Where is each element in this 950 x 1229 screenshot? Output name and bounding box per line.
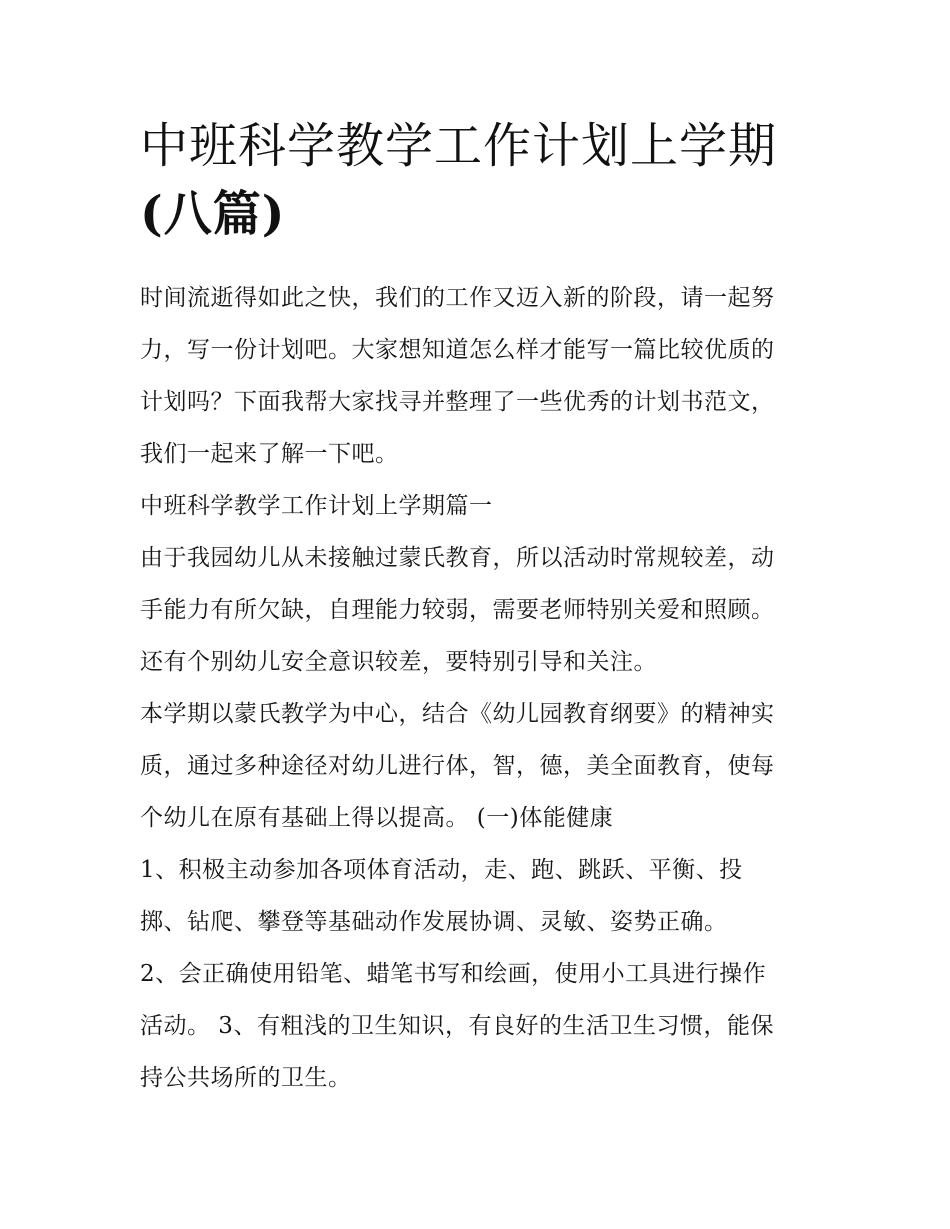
text-line: 1、积极主动参加各项体育活动，走、跑、跳跃、平衡、投: [140, 857, 743, 883]
title-line-1: 中班科学教学工作计划上学期: [140, 118, 778, 174]
situation-paragraph: [140, 532, 820, 688]
section-heading: [140, 480, 820, 532]
text-line: 掷、钻爬、攀登等基础动作发展协调、灵敏、姿势正确。: [140, 909, 728, 935]
goal-paragraph: [140, 688, 820, 844]
text-line: 中班科学教学工作计划上学期篇一: [140, 493, 493, 519]
text-line: 手能力有所欠缺，自理能力较弱，需要老师特别关爱和照顾。: [140, 597, 775, 623]
text-line: 时间流逝得如此之快，我们的工作又迈入新的阶段，请一起努: [140, 285, 775, 311]
text-line: 持公共场所的卫生。: [140, 1065, 352, 1091]
intro-paragraph: [140, 272, 820, 480]
text-line: 计划吗？下面我帮大家找寻并整理了一些优秀的计划书范文，: [140, 389, 775, 415]
text-line: 还有个别幼儿安全意识较差，要特别引导和关注。: [140, 649, 657, 675]
text-line: 活动。 3、有粗浅的卫生知识，有良好的生活卫生习惯，能保: [140, 1013, 774, 1039]
title-line-2: (八篇): [140, 186, 286, 242]
text-line: 由于我园幼儿从未接触过蒙氏教育，所以活动时常规较差，动: [140, 545, 775, 571]
text-line: 2、会正确使用铅笔、蜡笔书写和绘画，使用小工具进行操作: [140, 961, 767, 987]
text-line: 本学期以蒙氏教学为中心，结合《幼儿园教育纲要》的精神实: [140, 701, 775, 727]
text-line: 力，写一份计划吧。大家想知道怎么样才能写一篇比较优质的: [140, 337, 775, 363]
text-line: 个幼儿在原有基础上得以提高。 (一)体能健康: [140, 805, 614, 831]
document-content: [140, 112, 820, 1104]
list-item-2-3: [140, 948, 820, 1104]
text-line: 我们一起来了解一下吧。: [140, 441, 399, 467]
document-title: [140, 112, 820, 248]
list-item-1: [140, 844, 820, 948]
document-body: [140, 272, 820, 1104]
text-line: 质，通过多种途径对幼儿进行体，智，德，美全面教育，使每: [140, 753, 775, 779]
